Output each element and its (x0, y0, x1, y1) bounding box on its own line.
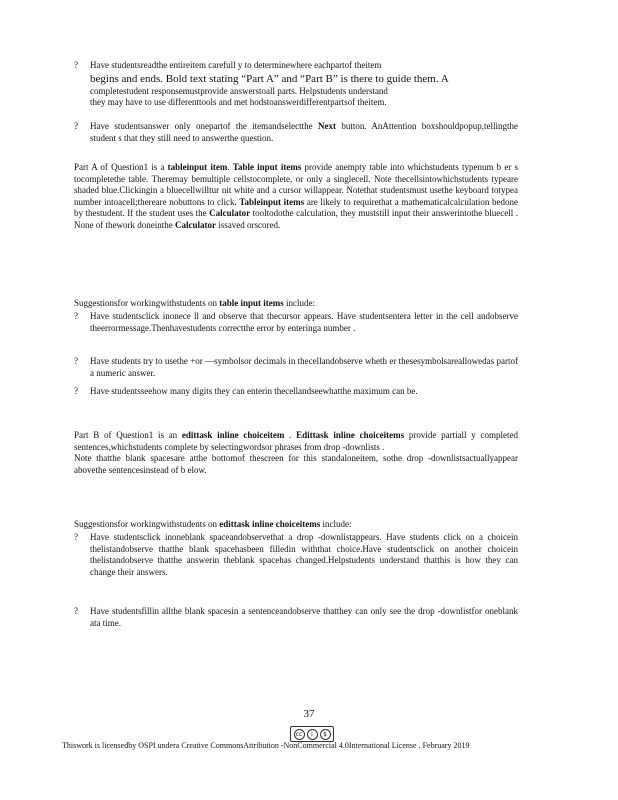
suggestions-heading-edit-task (74, 519, 518, 531)
text-run: button. AnAttention boxshouldpopup,tellingthe student s that they still need to answerthe question. (90, 121, 518, 143)
bullet-item-answer-one-part (90, 121, 518, 144)
text-run: Suggestionsfor workingwithstudents on (74, 519, 220, 529)
bullet-item-read-item (90, 60, 518, 109)
text-run: Part A of Question1 is a (74, 162, 168, 172)
bold-term: Calculator (209, 208, 251, 219)
page-number: 37 (303, 708, 315, 720)
text-run: include: (320, 519, 352, 529)
text-run: issaved orscored. (215, 219, 281, 230)
text-line: they may have to use differenttools and met hodstoanswerdifferentpartsof theitem. (90, 97, 387, 108)
suggestions-heading-table-input (74, 298, 518, 310)
part-b-paragraph (74, 430, 518, 476)
bold-term: Tableinput items (239, 196, 305, 207)
bullet-item-symbols: Have students try to usethe +or —symbolsor decimals in thecellandobserve wheth er thesesymbolsareallowedas partof a numeric answer. (90, 356, 518, 378)
bullet-marker: ? (74, 606, 78, 616)
text-line: Have studentsreadthe entireitem carefull y to determinewhere eachpartof theitem (90, 60, 382, 70)
part-a-paragraph (74, 162, 518, 232)
bold-term: Calculator (174, 219, 216, 230)
text-line-bold-note: begins and ends. Bold text stating “Part A” and “Part B” is there to guide them. A (90, 72, 449, 85)
text-run: provide partiall y completed sentences,whichstudents complete by selectingwordsor phrases from drop -downlists . (74, 430, 519, 452)
bullet-item-cursor: Have studentsclick inonece ll and observe that thecursor appears. Have studentsentera letter in the cell andobserve theerrormessage.Thenhavestudents correctthe error by enteringa number . (90, 311, 518, 333)
bullet-item-dropdown: Have studentsclick inoneblank spaceandobservethat a drop -downlistappears. Have students click on a choicein thelistandobserve thatthe blank spacehasbeen filledin withthat choice.Have studentsclick on another choicein thelistandobserve thatthe answerin theblank spacehas changed.Helpstudents understand thatthis is how they can change their answers. (90, 532, 518, 577)
bold-term: Table input items (232, 162, 302, 172)
text-run: are likely to requirethat a mathematicalcalculation bedone by thestudent. If the student uses the (74, 196, 519, 219)
by-icon: i (307, 729, 318, 740)
text-line: completestudent responsemustprovide answerstoall parts. Helpstudents understand (90, 85, 388, 96)
bullet-marker: ? (74, 121, 78, 131)
text-run: provide anempty table into whichstudents typenum b er s tocompletethe table. Theremay bemultiple cellstocomplete, or only a singlecell. Note thecellsintowhichstudents typeare shaded blue.Clickingin a bluecellwilltur nit white and a cursor willappear. Notethat studentsmust usethe keyboard totypea number intoacell;thereare nobuttons to click. (74, 162, 519, 207)
bold-term: table input items (219, 298, 284, 308)
bullet-item-fill-blanks: Have studentsfillin allthe blank spacesin a sentenceandobserve thatthey can only see the drop -downlistfor oneblank ata time. (90, 606, 518, 628)
nc-icon: $ (320, 729, 331, 740)
bullet-item-digits: Have studentsseehow many digits they can enterin thecellandseewhatthe maximum can be. (90, 386, 418, 396)
next-button-term: Next (317, 121, 336, 131)
text-run: Have studentsanswer only onepartof the itemandselectthe (90, 121, 318, 131)
bold-term: tableinput item (167, 162, 228, 172)
text-run: include: (283, 298, 316, 308)
text-run: . (227, 162, 233, 172)
text-run: Suggestionsfor workingwithstudents on (74, 298, 220, 308)
bullet-marker: ? (74, 532, 78, 542)
text-run: . (284, 430, 297, 440)
license-footer: Thiswork is licensedby OSPI undera Creative CommonsAttribution -NonCommercial 4.0International License . February 2019 (62, 741, 470, 750)
bold-term: edittask inline choiceitems (219, 519, 321, 529)
bullet-marker: ? (74, 60, 78, 70)
bullet-marker: ? (74, 356, 78, 366)
bullet-marker: ? (74, 311, 78, 321)
bold-term: edittask inline choiceitem (181, 430, 285, 440)
bold-term: Edittask inline choiceitems (296, 430, 405, 440)
text-run: tooltodothe calculation, they muststill input their answerintothe bluecell . None of thework doneinthe (74, 208, 518, 230)
text-run: Part B of Question1 is an (74, 430, 182, 440)
bullet-marker: ? (74, 386, 78, 396)
cc-icon: cc (294, 729, 305, 740)
text-line: Note thatthe blank spacesare atthe bottomof thescreen for this standaloneitem, sothe drop -downlistsactuallyappear abovethe sentencesinstead of b elow. (74, 453, 518, 475)
